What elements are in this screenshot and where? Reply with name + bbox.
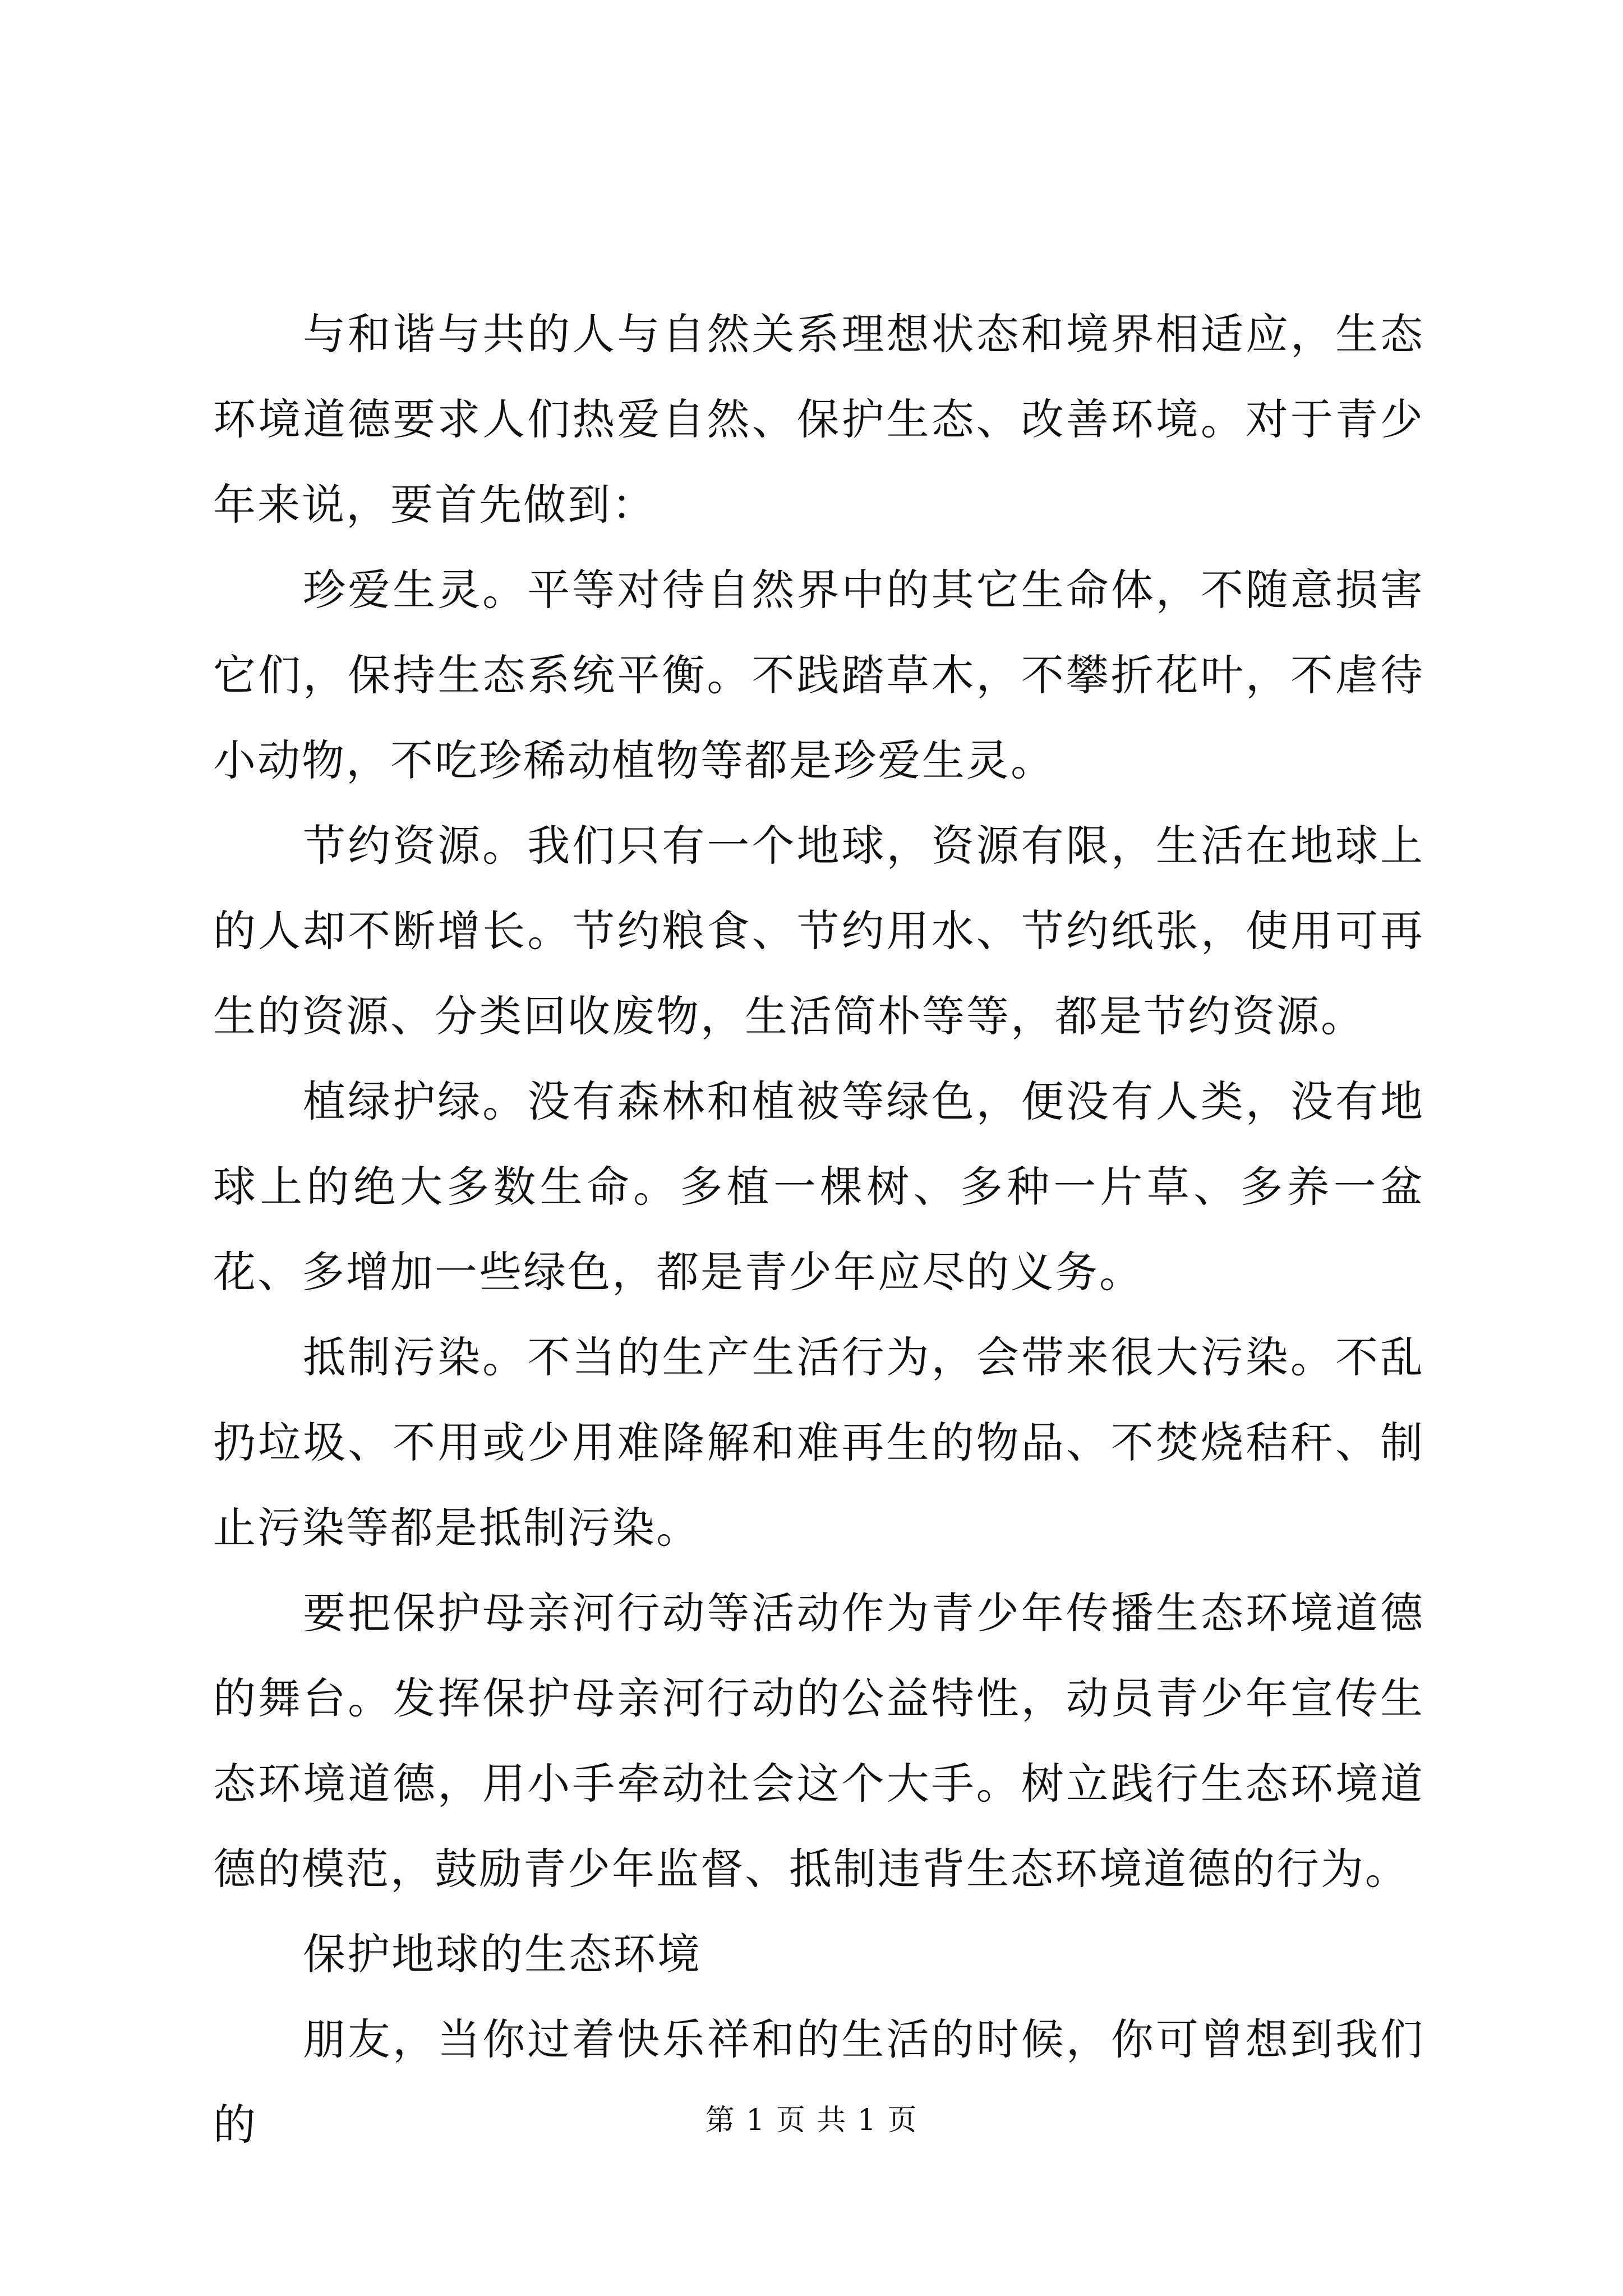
paragraph-friend: 朋友，当你过着快乐祥和的生活的时候，你可曾想到我们的	[213, 2014, 1424, 2150]
page-footer: 第 1 页 共 1 页	[705, 2104, 918, 2137]
paragraph-save-resources: 节约资源。我们只有一个地球，资源有限，生活在地球上的人却不断增长。节约粮食、节约用水、节约纸张，使用可再生的资源、分类回收废物，生活简朴等等，都是节约资源。	[213, 821, 1424, 1041]
paragraph-plant-green: 植绿护绿。没有森林和植被等绿色，便没有人类，没有地球上的绝大多数生命。多植一棵树、多种一片草、多养一盆花、多增加一些绿色，都是青少年应尽的义务。	[213, 1076, 1424, 1297]
paragraph-mother-river: 要把保护母亲河行动等活动作为青少年传播生态环境道德的舞台。发挥保护母亲河行动的公益特性，动员青少年宣传生态环境道德，用小手牵动社会这个大手。树立践行生态环境道德的模范，鼓励青少年监督、抵制违背生态环境道德的行为。	[213, 1588, 1424, 1894]
section-heading: 保护地球的生态环境	[303, 1929, 702, 1979]
document-body	[213, 292, 1424, 2168]
paragraph-resist-pollution: 抵制污染。不当的生产生活行为，会带来很大污染。不乱扔垃圾、不用或少用难降解和难再生的物品、不焚烧秸秆、制止污染等都是抵制污染。	[213, 1332, 1424, 1553]
paragraph-cherish-life: 珍爱生灵。平等对待自然界中的其它生命体，不随意损害它们，保持生态系统平衡。不践踏草木，不攀折花叶，不虐待小动物，不吃珍稀动植物等都是珍爱生灵。	[213, 565, 1424, 785]
paragraph-intro: 与和谐与共的人与自然关系理想状态和境界相适应，生态环境道德要求人们热爱自然、保护生态、改善环境。对于青少年来说，要首先做到：	[213, 309, 1424, 530]
